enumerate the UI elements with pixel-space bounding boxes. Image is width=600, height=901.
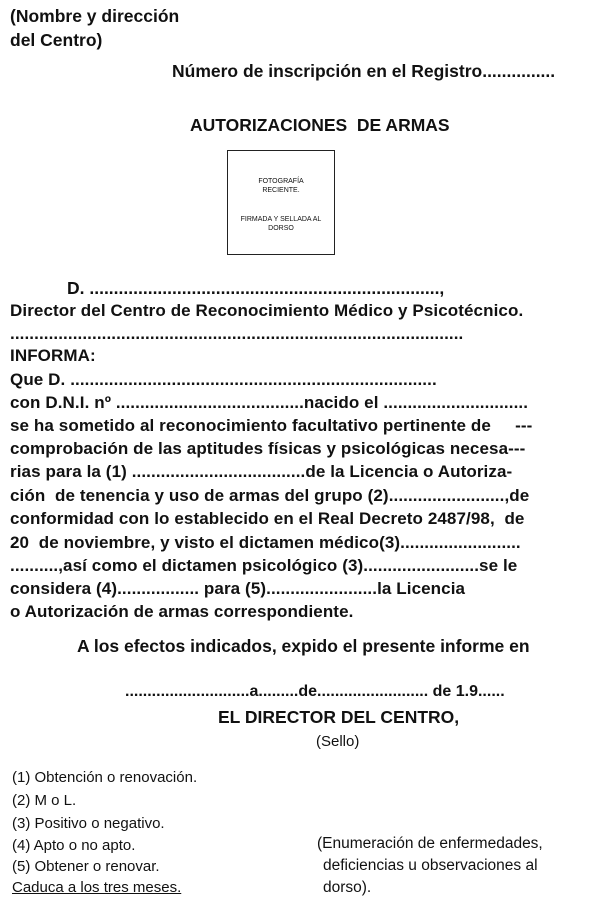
body-line: se ha sometido al reconocimiento facultativo pertinente de --- — [10, 416, 533, 435]
note-4: (4) Apto o no apto. — [12, 837, 136, 854]
body-line: rias para la (1) ....................................de la Licencia o Autoriza- — [10, 462, 513, 481]
photo-label-2: RECIENTE. — [262, 187, 300, 194]
body-line: con D.N.I. nº .......................................nacido el .............................. — [10, 393, 529, 412]
date-line: ............................a.........de......................... de 1.9...... — [125, 683, 505, 700]
seal-label: (Sello) — [316, 733, 360, 750]
body-line: considera (4)................. para (5).......................la Licencia — [10, 579, 466, 598]
director-title-line: Director del Centro de Reconocimiento Médico y Psicotécnico. — [10, 301, 524, 320]
centre-name-line2: del Centro) — [10, 30, 103, 50]
note-1: (1) Obtención o renovación. — [12, 769, 198, 786]
observations-note-3: dorso). — [323, 879, 372, 896]
registry-number-line: Número de inscripción en el Registro............... — [172, 61, 556, 81]
body-line: o Autorización de armas correspondiente. — [10, 602, 354, 621]
photo-label-4: DORSO — [268, 225, 294, 232]
dotted-line: .............................................................................................. — [10, 324, 464, 343]
note-5: (5) Obtener o renovar. — [12, 858, 160, 875]
expiry-note: Caduca a los tres meses. — [12, 879, 182, 896]
body-line: Que D. ............................................................................ — [10, 370, 437, 389]
photo-placeholder — [227, 150, 335, 255]
closing-statement: A los efectos indicados, expido el presente informe en — [77, 636, 530, 656]
note-3: (3) Positivo o negativo. — [12, 815, 165, 832]
photo-label-1: FOTOGRAFÍA — [258, 178, 304, 185]
body-line: conformidad con lo establecido en el Real Decreto 2487/98, de — [10, 509, 525, 528]
body-line: ..........,así como el dictamen psicológico (3)........................se le — [10, 556, 518, 575]
note-2: (2) M o L. — [12, 792, 77, 809]
observations-note-1: (Enumeración de enfermedades, — [317, 835, 543, 852]
body-line: ción de tenencia y uso de armas del grupo (2)........................,de — [10, 486, 530, 505]
observations-note-2: deficiencias u observaciones al — [323, 857, 538, 874]
body-line: comprobación de las aptitudes físicas y psicológicas necesa--- — [10, 439, 526, 458]
informa-heading: INFORMA: — [10, 346, 96, 365]
centre-name-line1: (Nombre y dirección — [10, 6, 180, 26]
document-title: AUTORIZACIONES DE ARMAS — [190, 115, 450, 135]
body-line: 20 de noviembre, y visto el dictamen médico(3)......................... — [10, 533, 521, 552]
signer-title: EL DIRECTOR DEL CENTRO, — [218, 707, 460, 727]
photo-label-3: FIRMADA Y SELLADA AL — [240, 216, 322, 223]
director-name-line: D. ........................................................................, — [67, 278, 445, 298]
